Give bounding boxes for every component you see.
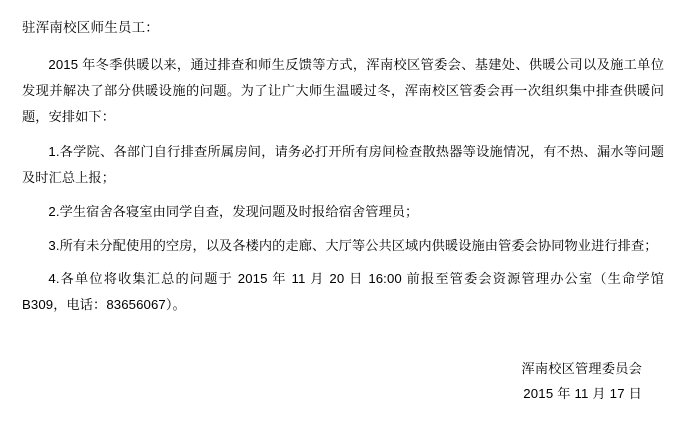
document-paragraph-item-3: 3.所有未分配使用的空房，以及各楼内的走廊、大厅等公共区域内供暖设施由管委会协同物业进行排查； [48, 237, 658, 253]
signature-organization: 浑南校区管理委员会 [521, 360, 642, 376]
document-paragraph-item-4: 4.各单位将收集汇总的问题于 2015 年 11 月 20 日 16:00 前报至管委会资源管理办公室（生命学馆 B309，电话：83656067）。 [22, 271, 664, 313]
document-paragraph-item-1: 1.各学院、各部门自行排查所属房间，请务必打开所有房间检查散热器等设施情况，有不热、漏水等问题及时汇总上报； [22, 144, 664, 186]
signature-date: 2015 年 11 月 17 日 [523, 385, 642, 401]
document-salutation: 驻浑南校区师生员工： [22, 20, 159, 35]
document-paragraph-intro: 2015 年冬季供暖以来，通过排查和师生反馈等方式，浑南校区管委会、基建处、供暖公司以及施工单位发现并解决了部分供暖设施的问题。为了让广大师生温暖过冬，浑南校区管委会再一次组织集中排查供暖问题，安排如下： [22, 57, 664, 124]
document-signature [22, 356, 664, 406]
document-paragraph-item-2: 2.学生宿舍各寝室由同学自查，发现问题及时报给宿舍管理员； [48, 203, 419, 219]
